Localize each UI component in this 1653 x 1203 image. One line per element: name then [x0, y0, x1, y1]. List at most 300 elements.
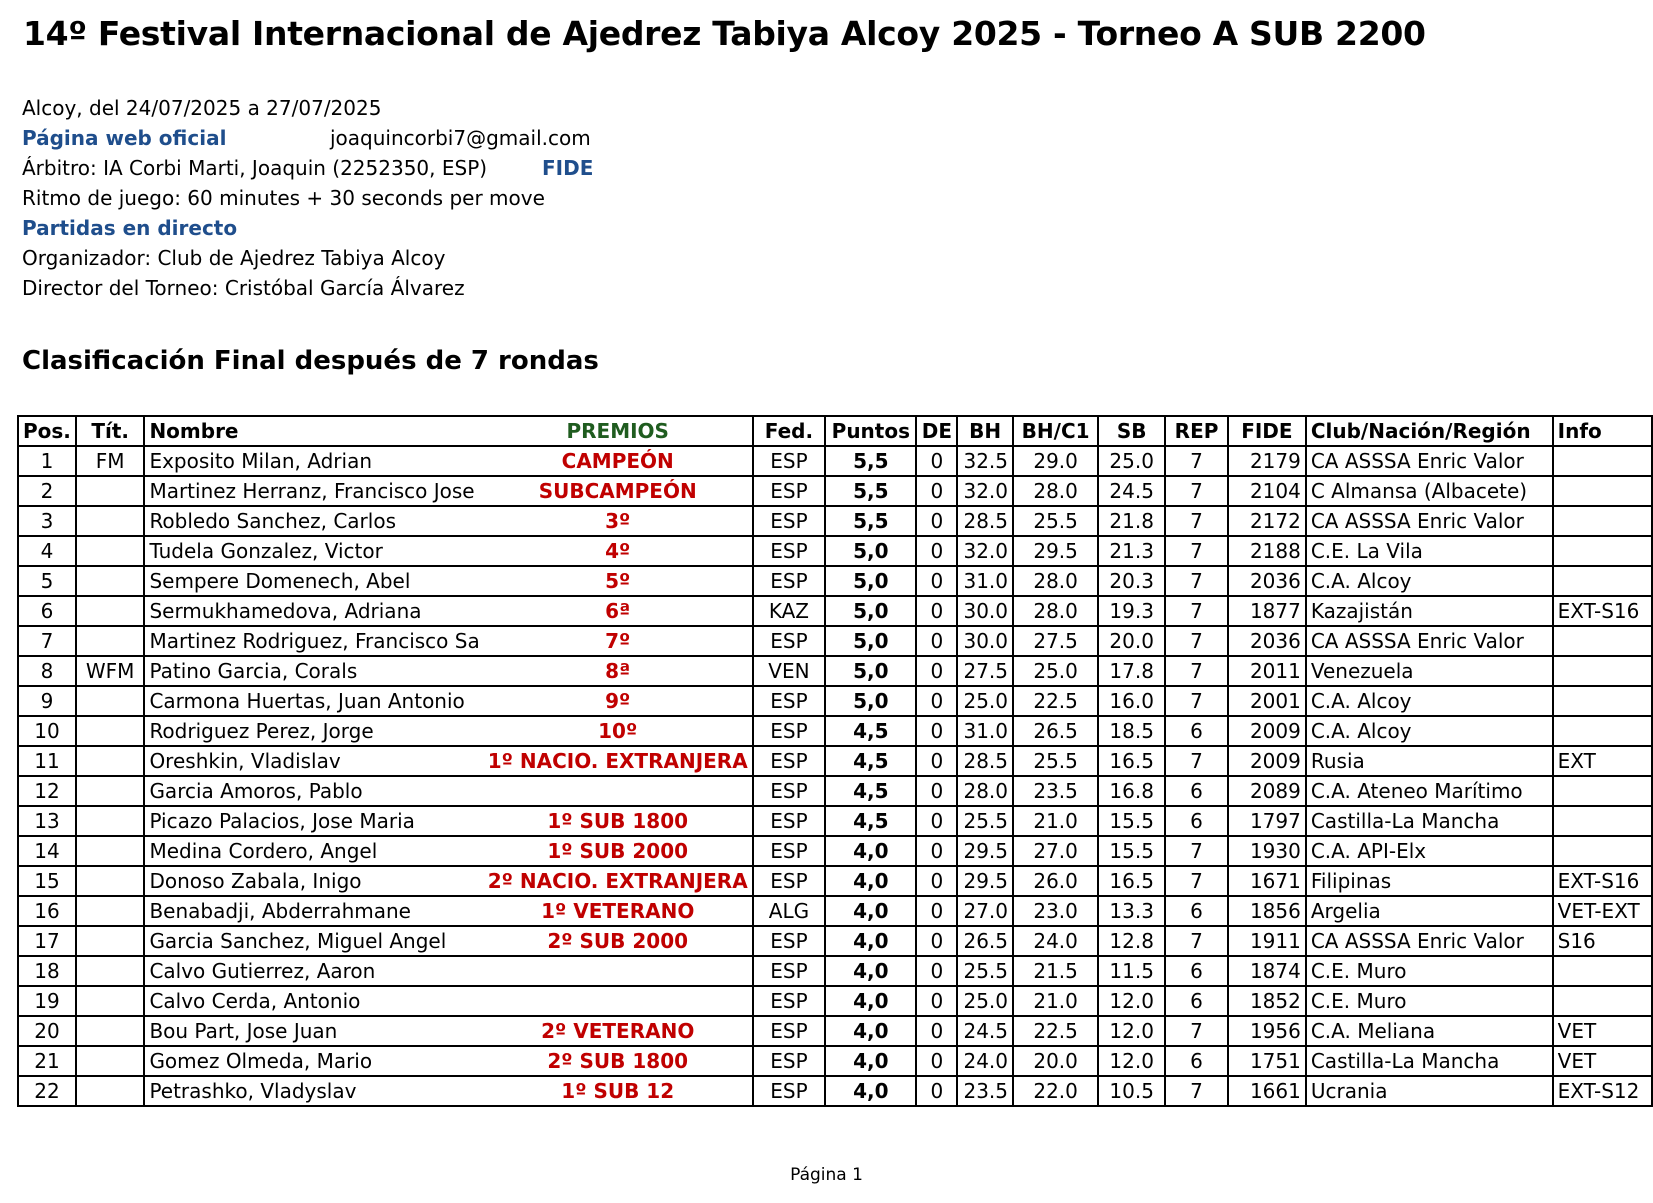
cell-bhc1: 21.0 [1013, 986, 1098, 1016]
cell-rep: 7 [1165, 476, 1228, 506]
cell-club: Ucrania [1306, 1076, 1553, 1106]
cell-points: 5,0 [825, 686, 916, 716]
cell-de: 0 [916, 626, 957, 656]
cell-pos: 21 [18, 1046, 76, 1076]
cell-rep: 7 [1165, 536, 1228, 566]
cell-bhc1: 23.5 [1013, 776, 1098, 806]
cell-de: 0 [916, 926, 957, 956]
cell-points: 5,0 [825, 566, 916, 596]
cell-fide: 2089 [1228, 776, 1306, 806]
cell-points: 4,0 [825, 956, 916, 986]
table-row [18, 896, 1652, 926]
cell-title [76, 476, 145, 506]
table-row [18, 866, 1652, 896]
cell-title [76, 806, 145, 836]
cell-title [76, 926, 145, 956]
cell-info [1553, 986, 1652, 1016]
cell-prize: 10º [484, 716, 753, 746]
organizer-line: Organizador: Club de Ajedrez Tabiya Alcoy [22, 246, 446, 270]
cell-prize: 4º [484, 536, 753, 566]
cell-prize: 9º [484, 686, 753, 716]
cell-rep: 7 [1165, 836, 1228, 866]
cell-pos: 14 [18, 836, 76, 866]
cell-club: CA ASSSA Enric Valor [1306, 926, 1553, 956]
table-row [18, 956, 1652, 986]
cell-name: Martinez Herranz, Francisco Jose [144, 476, 483, 506]
cell-rep: 6 [1165, 986, 1228, 1016]
cell-info: S16 [1553, 926, 1652, 956]
cell-title [76, 836, 145, 866]
cell-bhc1: 26.0 [1013, 866, 1098, 896]
cell-info [1553, 566, 1652, 596]
cell-rep: 7 [1165, 506, 1228, 536]
cell-name: Benabadji, Abderrahmane [144, 896, 483, 926]
cell-de: 0 [916, 686, 957, 716]
cell-rep: 7 [1165, 926, 1228, 956]
table-row [18, 686, 1652, 716]
cell-sb: 10.5 [1098, 1076, 1165, 1106]
cell-fide: 1877 [1228, 596, 1306, 626]
cell-club: Argelia [1306, 896, 1553, 926]
live-games-line [22, 213, 545, 243]
cell-bh: 31.0 [957, 566, 1013, 596]
cell-de: 0 [916, 536, 957, 566]
cell-prize: CAMPEÓN [484, 446, 753, 476]
cell-prize: 1º SUB 2000 [484, 836, 753, 866]
cell-prize: 1º VETERANO [484, 896, 753, 926]
cell-info [1553, 716, 1652, 746]
cell-sb: 25.0 [1098, 446, 1165, 476]
cell-de: 0 [916, 1076, 957, 1106]
cell-fide: 1852 [1228, 986, 1306, 1016]
cell-bhc1: 28.0 [1013, 596, 1098, 626]
cell-rep: 7 [1165, 626, 1228, 656]
table-row [18, 1076, 1652, 1106]
cell-pos: 8 [18, 656, 76, 686]
table-header-row [18, 416, 1652, 446]
cell-bh: 32.0 [957, 536, 1013, 566]
cell-info: EXT-S16 [1553, 866, 1652, 896]
cell-sb: 16.5 [1098, 746, 1165, 776]
cell-bhc1: 23.0 [1013, 896, 1098, 926]
cell-rep: 6 [1165, 896, 1228, 926]
cell-points: 4,0 [825, 896, 916, 926]
cell-fide: 2009 [1228, 716, 1306, 746]
cell-pos: 7 [18, 626, 76, 656]
table-row [18, 806, 1652, 836]
cell-sb: 16.0 [1098, 686, 1165, 716]
cell-fed: ESP [753, 716, 826, 746]
cell-fed: ALG [753, 896, 826, 926]
tournament-info [22, 93, 594, 303]
cell-name: Exposito Milan, Adrian [144, 446, 483, 476]
cell-name: Bou Part, Jose Juan [144, 1016, 483, 1046]
cell-sb: 19.3 [1098, 596, 1165, 626]
fide-link[interactable]: FIDE [542, 156, 594, 180]
cell-sb: 21.8 [1098, 506, 1165, 536]
cell-points: 4,0 [825, 1016, 916, 1046]
cell-prize: 2º VETERANO [484, 1016, 753, 1046]
cell-info [1553, 956, 1652, 986]
website-line [22, 123, 591, 153]
cell-name: Calvo Gutierrez, Aaron [144, 956, 483, 986]
cell-name: Patino Garcia, Corals [144, 656, 483, 686]
cell-fed: ESP [753, 476, 826, 506]
table-row [18, 836, 1652, 866]
cell-bh: 28.0 [957, 776, 1013, 806]
cell-prize: 2º SUB 2000 [484, 926, 753, 956]
cell-info [1553, 506, 1652, 536]
cell-points: 5,5 [825, 506, 916, 536]
cell-info [1553, 446, 1652, 476]
cell-title [76, 776, 145, 806]
dates-line: Alcoy, del 24/07/2025 a 27/07/2025 [22, 96, 382, 120]
cell-points: 4,0 [825, 1076, 916, 1106]
cell-prize: 5º [484, 566, 753, 596]
cell-bhc1: 22.5 [1013, 1016, 1098, 1046]
cell-sb: 20.0 [1098, 626, 1165, 656]
cell-info [1553, 656, 1652, 686]
cell-title [76, 956, 145, 986]
cell-fed: ESP [753, 956, 826, 986]
cell-title [76, 626, 145, 656]
cell-pos: 18 [18, 956, 76, 986]
cell-rep: 7 [1165, 656, 1228, 686]
time-control-line: Ritmo de juego: 60 minutes + 30 seconds per move [22, 186, 545, 210]
cell-name: Sermukhamedova, Adriana [144, 596, 483, 626]
cell-bh: 32.5 [957, 446, 1013, 476]
table-row [18, 986, 1652, 1016]
cell-club: C.A. Alcoy [1306, 566, 1553, 596]
cell-bhc1: 25.5 [1013, 746, 1098, 776]
cell-prize: 1º SUB 1800 [484, 806, 753, 836]
cell-bh: 24.0 [957, 1046, 1013, 1076]
page-footer: Página 1 [790, 1165, 863, 1185]
cell-pos: 13 [18, 806, 76, 836]
cell-club: C.A. API-Elx [1306, 836, 1553, 866]
cell-de: 0 [916, 1046, 957, 1076]
cell-fide: 1661 [1228, 1076, 1306, 1106]
standings-body [18, 446, 1652, 1106]
cell-fed: ESP [753, 926, 826, 956]
cell-name: Picazo Palacios, Jose Maria [144, 806, 483, 836]
table-row [18, 716, 1652, 746]
arbiter-line [22, 153, 594, 183]
cell-points: 4,0 [825, 1046, 916, 1076]
cell-sb: 24.5 [1098, 476, 1165, 506]
cell-fide: 1930 [1228, 836, 1306, 866]
cell-prize: 6ª [484, 596, 753, 626]
cell-bhc1: 26.5 [1013, 716, 1098, 746]
cell-club: CA ASSSA Enric Valor [1306, 506, 1553, 536]
cell-club: C.A. Ateneo Marítimo [1306, 776, 1553, 806]
cell-fide: 1671 [1228, 866, 1306, 896]
cell-rep: 6 [1165, 716, 1228, 746]
cell-fed: ESP [753, 566, 826, 596]
cell-bh: 27.5 [957, 656, 1013, 686]
cell-fed: ESP [753, 746, 826, 776]
cell-rep: 6 [1165, 956, 1228, 986]
cell-info [1553, 806, 1652, 836]
cell-bhc1: 20.0 [1013, 1046, 1098, 1076]
cell-bhc1: 25.5 [1013, 506, 1098, 536]
cell-name: Medina Cordero, Angel [144, 836, 483, 866]
arbiter-text: Árbitro: IA Corbi Marti, Joaquin (2252350, ESP) [22, 156, 488, 180]
cell-club: C.A. Alcoy [1306, 716, 1553, 746]
header-bhc1: BH/C1 [1013, 416, 1098, 446]
cell-bhc1: 27.5 [1013, 626, 1098, 656]
table-row [18, 626, 1652, 656]
table-row [18, 776, 1652, 806]
table-row [18, 746, 1652, 776]
cell-pos: 19 [18, 986, 76, 1016]
cell-info: EXT-S16 [1553, 596, 1652, 626]
cell-points: 5,0 [825, 596, 916, 626]
cell-title [76, 596, 145, 626]
cell-bhc1: 22.0 [1013, 1076, 1098, 1106]
cell-pos: 16 [18, 896, 76, 926]
cell-pos: 17 [18, 926, 76, 956]
cell-name: Sempere Domenech, Abel [144, 566, 483, 596]
cell-club: C.E. La Vila [1306, 536, 1553, 566]
cell-info [1553, 776, 1652, 806]
cell-points: 5,0 [825, 626, 916, 656]
cell-fide: 2104 [1228, 476, 1306, 506]
cell-sb: 12.0 [1098, 986, 1165, 1016]
cell-prize: 7º [484, 626, 753, 656]
cell-title [76, 866, 145, 896]
cell-club: Venezuela [1306, 656, 1553, 686]
cell-title [76, 1076, 145, 1106]
cell-title [76, 1046, 145, 1076]
cell-info: VET-EXT [1553, 896, 1652, 926]
director-line: Director del Torneo: Cristóbal García Álvarez [22, 276, 465, 300]
cell-title [76, 506, 145, 536]
cell-name: Carmona Huertas, Juan Antonio [144, 686, 483, 716]
cell-de: 0 [916, 596, 957, 626]
header-info: Info [1553, 416, 1652, 446]
cell-bh: 30.0 [957, 626, 1013, 656]
cell-fide: 2011 [1228, 656, 1306, 686]
table-row [18, 476, 1652, 506]
cell-pos: 2 [18, 476, 76, 506]
cell-points: 4,0 [825, 926, 916, 956]
cell-name: Calvo Cerda, Antonio [144, 986, 483, 1016]
cell-de: 0 [916, 776, 957, 806]
header-prizes: PREMIOS [484, 416, 753, 446]
cell-name: Gomez Olmeda, Mario [144, 1046, 483, 1076]
cell-pos: 5 [18, 566, 76, 596]
cell-prize: 1º SUB 12 [484, 1076, 753, 1106]
cell-sb: 12.0 [1098, 1016, 1165, 1046]
cell-prize [484, 956, 753, 986]
cell-rep: 6 [1165, 806, 1228, 836]
header-bh: BH [957, 416, 1013, 446]
cell-rep: 6 [1165, 776, 1228, 806]
live-games-link[interactable]: Partidas en directo [22, 216, 238, 240]
cell-name: Garcia Sanchez, Miguel Angel [144, 926, 483, 956]
cell-sb: 21.3 [1098, 536, 1165, 566]
cell-sb: 11.5 [1098, 956, 1165, 986]
cell-prize: 8ª [484, 656, 753, 686]
cell-club: Castilla-La Mancha [1306, 806, 1553, 836]
cell-rep: 7 [1165, 746, 1228, 776]
cell-de: 0 [916, 956, 957, 986]
header-fide: FIDE [1228, 416, 1306, 446]
cell-title [76, 1016, 145, 1046]
cell-fide: 2036 [1228, 626, 1306, 656]
cell-info [1553, 626, 1652, 656]
cell-fed: ESP [753, 1016, 826, 1046]
cell-sb: 15.5 [1098, 806, 1165, 836]
cell-info [1553, 686, 1652, 716]
cell-rep: 7 [1165, 566, 1228, 596]
cell-de: 0 [916, 866, 957, 896]
cell-fed: ESP [753, 1046, 826, 1076]
cell-points: 5,0 [825, 536, 916, 566]
cell-info: VET [1553, 1046, 1652, 1076]
cell-fed: ESP [753, 1076, 826, 1106]
cell-bhc1: 29.5 [1013, 536, 1098, 566]
cell-info [1553, 536, 1652, 566]
cell-de: 0 [916, 566, 957, 596]
table-row [18, 1016, 1652, 1046]
cell-points: 5,5 [825, 476, 916, 506]
cell-points: 5,0 [825, 656, 916, 686]
cell-points: 4,5 [825, 776, 916, 806]
header-points: Puntos [825, 416, 916, 446]
cell-de: 0 [916, 806, 957, 836]
cell-bh: 28.5 [957, 506, 1013, 536]
table-row [18, 1046, 1652, 1076]
cell-title [76, 566, 145, 596]
cell-prize [484, 776, 753, 806]
cell-points: 4,5 [825, 746, 916, 776]
cell-fed: ESP [753, 776, 826, 806]
table-row [18, 506, 1652, 536]
cell-de: 0 [916, 476, 957, 506]
cell-fed: ESP [753, 506, 826, 536]
cell-de: 0 [916, 446, 957, 476]
cell-prize: 2º NACIO. EXTRANJERA [484, 866, 753, 896]
cell-fide: 1956 [1228, 1016, 1306, 1046]
cell-info [1553, 476, 1652, 506]
cell-bhc1: 24.0 [1013, 926, 1098, 956]
cell-de: 0 [916, 746, 957, 776]
cell-bh: 30.0 [957, 596, 1013, 626]
cell-fide: 2001 [1228, 686, 1306, 716]
cell-name: Donoso Zabala, Inigo [144, 866, 483, 896]
table-row [18, 566, 1652, 596]
cell-bhc1: 25.0 [1013, 656, 1098, 686]
cell-prize: SUBCAMPEÓN [484, 476, 753, 506]
cell-bh: 25.0 [957, 686, 1013, 716]
cell-fed: ESP [753, 866, 826, 896]
cell-name: Rodriguez Perez, Jorge [144, 716, 483, 746]
cell-name: Tudela Gonzalez, Victor [144, 536, 483, 566]
cell-points: 4,5 [825, 806, 916, 836]
cell-bh: 25.0 [957, 986, 1013, 1016]
cell-fed: ESP [753, 686, 826, 716]
cell-club: C.E. Muro [1306, 956, 1553, 986]
website-link[interactable]: Página web oficial [22, 126, 227, 150]
cell-info: EXT-S12 [1553, 1076, 1652, 1106]
cell-bh: 28.5 [957, 746, 1013, 776]
cell-fed: ESP [753, 626, 826, 656]
header-fed: Fed. [753, 416, 826, 446]
cell-bh: 29.5 [957, 866, 1013, 896]
cell-prize: 2º SUB 1800 [484, 1046, 753, 1076]
cell-prize [484, 986, 753, 1016]
cell-pos: 4 [18, 536, 76, 566]
cell-club: CA ASSSA Enric Valor [1306, 626, 1553, 656]
cell-name: Robledo Sanchez, Carlos [144, 506, 483, 536]
cell-name: Martinez Rodriguez, Francisco Sa [144, 626, 483, 656]
cell-de: 0 [916, 656, 957, 686]
cell-sb: 12.8 [1098, 926, 1165, 956]
table-row [18, 926, 1652, 956]
cell-rep: 7 [1165, 596, 1228, 626]
cell-de: 0 [916, 1016, 957, 1046]
cell-sb: 15.5 [1098, 836, 1165, 866]
cell-bhc1: 21.0 [1013, 806, 1098, 836]
cell-bh: 27.0 [957, 896, 1013, 926]
cell-fed: ESP [753, 986, 826, 1016]
cell-name: Petrashko, Vladyslav [144, 1076, 483, 1106]
cell-title [76, 986, 145, 1016]
cell-pos: 22 [18, 1076, 76, 1106]
cell-pos: 20 [18, 1016, 76, 1046]
cell-points: 5,5 [825, 446, 916, 476]
cell-info [1553, 836, 1652, 866]
cell-name: Oreshkin, Vladislav [144, 746, 483, 776]
cell-fide: 1751 [1228, 1046, 1306, 1076]
cell-club: Kazajistán [1306, 596, 1553, 626]
cell-fed: ESP [753, 806, 826, 836]
cell-club: Filipinas [1306, 866, 1553, 896]
cell-sb: 16.8 [1098, 776, 1165, 806]
header-club: Club/Nación/Región [1306, 416, 1553, 446]
cell-bh: 26.5 [957, 926, 1013, 956]
cell-fide: 2172 [1228, 506, 1306, 536]
cell-pos: 3 [18, 506, 76, 536]
email-text: joaquincorbi7@gmail.com [330, 126, 591, 150]
cell-club: C Almansa (Albacete) [1306, 476, 1553, 506]
cell-pos: 6 [18, 596, 76, 626]
table-row [18, 446, 1652, 476]
cell-points: 4,0 [825, 986, 916, 1016]
cell-de: 0 [916, 716, 957, 746]
cell-fide: 1874 [1228, 956, 1306, 986]
cell-sb: 20.3 [1098, 566, 1165, 596]
cell-bhc1: 27.0 [1013, 836, 1098, 866]
cell-pos: 1 [18, 446, 76, 476]
cell-title [76, 536, 145, 566]
cell-de: 0 [916, 836, 957, 866]
header-title: Tít. [76, 416, 145, 446]
cell-club: C.E. Muro [1306, 986, 1553, 1016]
cell-points: 4,0 [825, 866, 916, 896]
cell-fide: 2179 [1228, 446, 1306, 476]
cell-sb: 13.3 [1098, 896, 1165, 926]
cell-bh: 32.0 [957, 476, 1013, 506]
cell-bhc1: 28.0 [1013, 476, 1098, 506]
standings-subtitle: Clasificación Final después de 7 rondas [22, 346, 599, 376]
cell-fed: ESP [753, 836, 826, 866]
cell-rep: 7 [1165, 686, 1228, 716]
cell-bhc1: 29.0 [1013, 446, 1098, 476]
cell-fide: 2036 [1228, 566, 1306, 596]
